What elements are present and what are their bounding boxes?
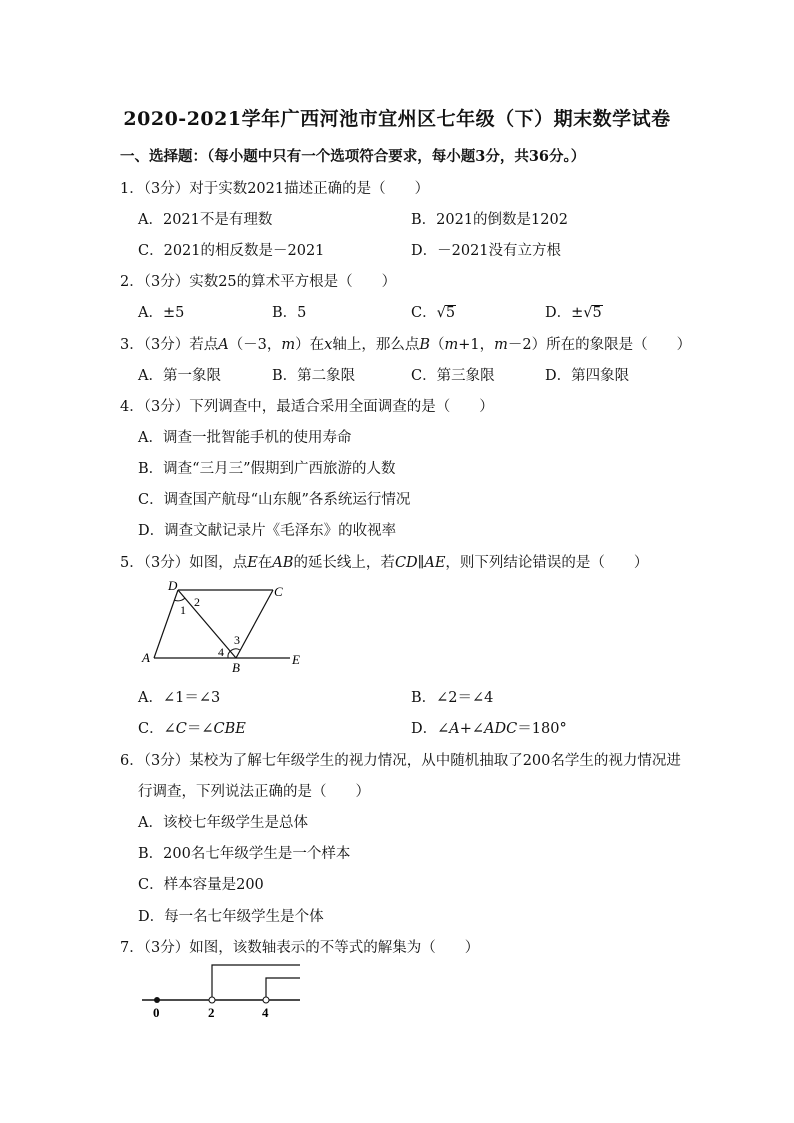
q3-option-a: A．第一象限	[138, 368, 221, 384]
q6-option-c: C．样本容量是200	[138, 877, 264, 893]
segment-DB	[178, 590, 236, 658]
q5-option-d: D．∠A+∠ADC＝180°	[411, 721, 567, 737]
solution-bracket-from-4	[266, 978, 300, 997]
q5-option-a: A．∠1＝∠3	[138, 690, 221, 706]
q4-option-c: C．调查国产航母“山东舰”各系统运行情况	[138, 492, 411, 508]
label-angle-2: 2	[194, 595, 200, 609]
point-2-open	[209, 997, 215, 1003]
exam-title: 2020-2021学年广西河池市宜州区七年级（下）期末数学试卷	[123, 108, 671, 130]
q1-option-b: B．2021的倒数是1202	[411, 212, 568, 228]
question-6-text-line2: 行调查，下列说法正确的是（ ）	[138, 784, 370, 800]
q2-option-d-radicand: 5	[592, 305, 602, 321]
q3-option-b: B．第二象限	[272, 368, 356, 384]
label-C: C	[274, 584, 283, 599]
point-4-open	[263, 997, 269, 1003]
question-3-text: 3．（3分）若点A（－3，m）在x轴上，那么点B（m+1，m－2）所在的象限是（ ）	[120, 337, 692, 353]
q2-option-c-radicand: 5	[445, 305, 456, 321]
q6-option-b: B．200名七年级学生是一个样本	[138, 846, 351, 862]
q2-option-c	[411, 301, 456, 322]
label-angle-3: 3	[234, 633, 240, 647]
label-angle-1: 1	[180, 603, 186, 617]
q4-option-b: B．调查“三月三”假期到广西旅游的人数	[138, 461, 396, 477]
section-heading: 一、选择题：（每小题中只有一个选项符合要求，每小题3分，共36分。）	[120, 148, 586, 165]
sqrt-sign: √	[583, 305, 593, 321]
label-E: E	[292, 652, 300, 667]
parallelogram-figure	[140, 578, 310, 678]
q5-option-b: B．∠2＝∠4	[411, 690, 494, 706]
sqrt-sign: √	[436, 305, 446, 321]
label-D: D	[168, 578, 178, 593]
question-5-text: 5．（3分）如图，点E在AB的延长线上，若CD∥AE，则下列结论错误的是（ ）	[120, 555, 649, 571]
q2-option-c-prefix: C．	[411, 305, 437, 321]
q2-option-b: B．5	[272, 305, 307, 321]
label-B: B	[232, 660, 240, 675]
q4-option-d: D．调查文献记录片《毛泽东》的收视率	[138, 523, 397, 539]
q5-option-c: C．∠C＝∠CBE	[138, 721, 246, 737]
label-angle-4: 4	[218, 645, 224, 659]
axis-label-2: 2	[208, 1005, 215, 1020]
q3-option-d: D．第四象限	[545, 368, 630, 384]
q4-option-a: A．调查一批智能手机的使用寿命	[138, 430, 352, 446]
question-4-text: 4．（3分）下列调查中，最适合采用全面调查的是（ ）	[120, 399, 494, 415]
axis-label-4: 4	[262, 1005, 269, 1020]
q2-option-a: A．±5	[138, 305, 185, 321]
axis-label-0: 0	[153, 1005, 160, 1020]
point-0-solid	[154, 997, 160, 1003]
question-2-text: 2．（3分）实数25的算术平方根是（ ）	[120, 274, 397, 290]
q6-option-a: A．该校七年级学生是总体	[138, 815, 308, 831]
question-1-text: 1．（3分）对于实数2021描述正确的是（ ）	[120, 181, 430, 197]
q3-option-c: C．第三象限	[411, 368, 495, 384]
q2-option-d-prefix: D．±	[545, 305, 584, 321]
q2-option-d	[545, 301, 603, 322]
q1-option-d: D．－2021没有立方根	[411, 243, 562, 259]
q1-option-a: A．2021不是有理数	[138, 212, 273, 228]
solution-bracket-from-2	[212, 965, 300, 997]
label-A: A	[142, 650, 150, 665]
question-6-text-line1: 6．（3分）某校为了解七年级学生的视力情况，从中随机抽取了200名学生的视力情况进	[120, 753, 681, 769]
q1-option-c: C．2021的相反数是－2021	[138, 243, 325, 259]
question-7-text: 7．（3分）如图，该数轴表示的不等式的解集为（ ）	[120, 940, 480, 956]
q6-option-d: D．每一名七年级学生是个体	[138, 909, 324, 925]
segment-BC	[236, 590, 273, 658]
number-line-figure	[140, 962, 310, 1022]
